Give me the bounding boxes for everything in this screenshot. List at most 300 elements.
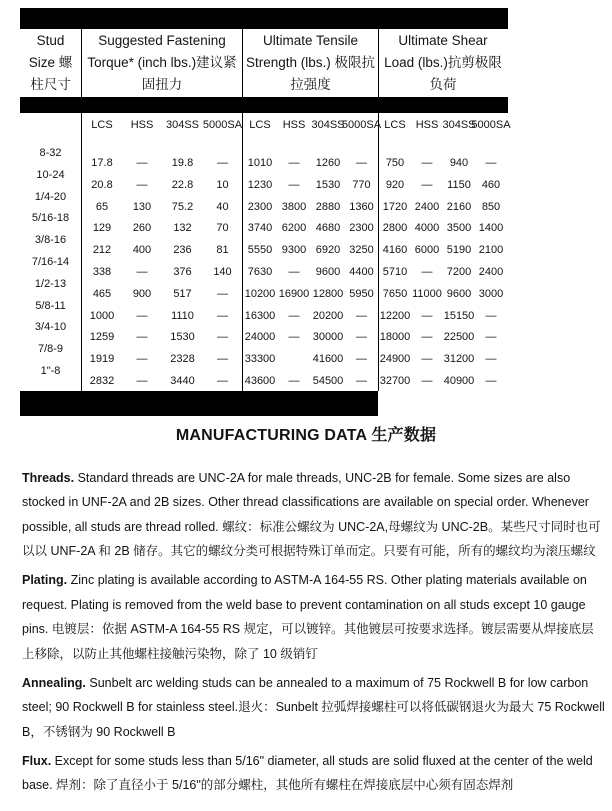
table-cell-shear-text: 940 [449,157,469,169]
table-cell-torque [162,347,203,369]
table-cell-torque [162,135,203,173]
subheader-cell-tensile-hss [277,113,311,135]
paragraph-lead-rest: Zinc plating is available according to ASTM-A 164-55 RS. Other plating materials available on [67,573,587,588]
header-line: 负荷 [429,77,457,93]
table-cell-shear-text: — [485,309,497,322]
table-cell-torque-text: 2328 [170,353,195,366]
table-cell-torque [162,282,203,304]
paragraph-lead-rest: Standard threads are UNC-2A for male threads, UNC-2B for female. Some sizes are also [74,470,571,485]
paragraph-threads [22,466,601,564]
table-cell-tensile [311,135,345,173]
table-cell-tensile [311,282,345,304]
table-cell-tensile-text: — [356,374,367,387]
table-cell-tensile [243,135,277,173]
table-cell-tensile-text: 4400 [349,265,374,278]
table-cell-tensile [277,260,311,282]
table-cell-shear [443,173,475,195]
table-cell-shear [475,304,507,326]
table-cell-tensile [311,173,345,195]
header-line: 固扭力 [141,77,183,93]
table-cell-tensile-text: 5950 [349,287,374,300]
table-cell-shear-text: 2100 [478,244,504,257]
table-cell-shear [379,326,411,348]
table-cell-tensile [243,347,277,369]
table-cell-tensile [243,260,277,282]
subheader-cell-torque-hss-text: HSS [130,119,154,131]
stud-size-cell-text: 1"-8 [40,364,61,377]
subheader-cell-tensile-5000sa-text: 5000SA [341,119,382,131]
table-cell-shear [411,238,443,260]
table-cell-torque-text: 75.2 [171,200,194,213]
table-cell-tensile [345,282,379,304]
header-line: Torque* (inch lbs.)建议紧 [87,55,237,71]
table-cell-shear [443,217,475,239]
table-cell-shear [443,260,475,282]
table-cell-shear [379,304,411,326]
table-cell-torque-text: 338 [92,265,112,278]
table-cell-torque-text: 517 [173,287,192,300]
table-cell-torque-text: 3440 [170,374,195,387]
subheader-cell-tensile-5000sa [341,113,382,135]
table-cell-shear-text: 40900 [443,374,475,387]
table-cell-tensile [277,173,311,195]
table-cell-tensile [277,347,311,369]
paragraph-line: request. Plating is removed from the weld base to prevent contamination on all studs except 10 gauge [22,597,586,612]
table-cell-tensile-text: — [288,309,300,322]
table-cell-tensile [345,260,379,282]
header-cell-group-1 [82,29,243,97]
table-cell-torque-text: 10 [216,178,229,191]
header-line: Stud [36,33,65,48]
table-cell-torque-text: — [136,374,148,387]
table-cell-tensile [311,260,345,282]
table-cell-torque [203,369,243,391]
table-cell-shear [379,173,411,195]
table-cell-torque-text: 40 [216,200,229,213]
table-cell-torque-text: — [136,157,148,169]
subheader-cell-torque-304ss-text: 304SS [165,119,200,131]
table-cell-shear [411,304,443,326]
table-cell-torque-text: 130 [132,200,152,213]
table-separator-bar [20,97,508,113]
subheader-cell-shear-5000sa [471,113,511,135]
table-cell-torque-text: 1110 [171,309,194,322]
table-cell-tensile [311,347,345,369]
table-cell-torque-text: 19.8 [171,157,194,169]
header-line: Strength (lbs.) 极限抗 [245,55,376,71]
table-cell-tensile [243,238,277,260]
table-cell-torque-text: — [217,374,228,387]
table-cell-shear-text: — [421,309,433,322]
table-cell-torque-text: 2832 [89,374,115,387]
table-cell-shear [475,282,507,304]
table-cell-tensile-text: 12800 [312,287,344,300]
table-cell-shear-text: — [421,331,433,344]
table-cell-shear-text: 2800 [382,222,408,235]
table-cell-shear [411,195,443,217]
table-cell-torque [162,217,203,239]
table-cell-torque-text: 1530 [170,331,195,344]
table-cell-shear-text: — [421,265,433,278]
table-cell-shear-text: 850 [481,200,501,213]
table-cell-torque [203,304,243,326]
table-cell-torque [122,135,162,173]
table-cell-torque-text: 236 [173,244,192,257]
subheader-cell-torque-5000sa-text: 5000SA [202,119,243,131]
manufacturing-data-paragraphs [22,466,605,798]
table-cell-torque-text: — [136,309,148,322]
subheader-cell-tensile-304ss [311,113,345,135]
table-cell-tensile [277,282,311,304]
table-cell-tensile-text: 2300 [349,222,374,235]
table-cell-shear [443,369,475,391]
paragraph-line [22,749,592,774]
table-cell-shear-text: 15150 [443,309,475,322]
table-cell-tensile-text: 41600 [312,353,344,366]
table-cell-shear [411,173,443,195]
table-cell-tensile-text: 1260 [315,157,341,169]
table-cell-tensile [243,304,277,326]
table-cell-shear-text: 2160 [446,200,472,213]
paragraph-lead-rest: Except for some studs less than 5/16" diameter, all studs are solid fluxed at the center of the weld [51,753,593,768]
paragraph-lead: Annealing. [22,675,86,690]
stud-size-cell-text: 3/4-10 [34,321,67,334]
table-cell-torque [162,173,203,195]
table-cell-tensile-text: — [356,353,367,366]
table-cell-shear [475,260,507,282]
subheader-cell-torque-lcs [82,113,122,135]
table-cell-shear-text: — [421,353,433,366]
table-cell-shear [379,195,411,217]
header-line: Ultimate Tensile [262,33,359,48]
table-cell-tensile [243,369,277,391]
table-cell-tensile [311,304,345,326]
table-cell-tensile-text: 24000 [244,331,276,344]
table-cell-shear [411,326,443,348]
table-cell-torque [82,260,122,282]
table-cell-torque [122,369,162,391]
table-cell-torque-text: 1259 [89,331,115,344]
table-cell-tensile-text: 3740 [247,222,273,235]
header-line: Size 螺 [28,55,73,71]
table-cell-torque-text: 260 [132,222,152,235]
table-cell-tensile [345,347,379,369]
table-cell-shear-text: 22500 [443,331,475,344]
table-cell-torque [82,173,122,195]
table-cell-tensile-text: 2300 [247,200,273,213]
table-cell-shear [379,238,411,260]
table-cell-torque-text: 140 [213,265,232,278]
table-cell-torque-text: 212 [92,244,112,257]
table-cell-tensile-text: — [288,157,300,169]
stud-size-cell-text: 1/2-13 [34,277,67,290]
header-line: Load (lbs.)抗剪极限 [384,55,502,71]
table-cell-torque [122,217,162,239]
table-cell-tensile-text: 6200 [281,222,307,235]
table-cell-tensile-text: 54500 [312,374,344,387]
header-line: 拉强度 [290,77,331,93]
stud-size-cell-text: 7/8-9 [37,343,64,356]
table-cell-torque [82,369,122,391]
stud-size-cell-text: 10-24 [36,168,65,181]
table-cell-shear [475,195,507,217]
table-cell-tensile [243,282,277,304]
table-cell-torque-text: 22.8 [171,178,194,191]
table-cell-shear [475,347,507,369]
table-cell-shear [411,282,443,304]
stud-size-cell-text: 5/16-18 [31,212,70,225]
table-cell-torque-text: 65 [95,200,109,213]
table-cell-tensile [311,369,345,391]
table-cell-shear [379,282,411,304]
table-cell-tensile-text: — [288,265,300,278]
stud-size-cell-text: 8-32 [39,147,62,159]
table-cell-torque [162,369,203,391]
table-cell-tensile [277,135,311,173]
table-cell-shear [475,173,507,195]
table-cell-shear-text: 4160 [382,244,408,257]
subheader-cell-tensile-lcs-text: LCS [249,119,271,131]
table-cell-torque-text: 132 [173,222,192,235]
paragraph-line: 上移除，以防止其他螺柱接触污染物，除了 10 级销钉 [22,646,318,661]
header-cell-group-2 [243,29,379,97]
table-cell-shear-text: 3000 [478,287,504,300]
table-cell-torque-text: 17.8 [91,157,113,169]
table-cell-shear-text: 6000 [414,244,440,257]
table-cell-shear [443,195,475,217]
table-header-row [20,29,508,97]
table-cell-shear-text: 24900 [379,353,411,366]
table-cell-torque [122,347,162,369]
table-cell-shear-text: — [485,331,497,344]
table-cell-tensile [345,173,379,195]
table-cell-shear [411,260,443,282]
table-cell-torque-text: — [217,287,228,300]
table-cell-torque [82,304,122,326]
table-cell-torque-text: — [217,331,228,344]
paragraph-line: 以以 UNF-2A 和 2B 储存。其它的螺纹分类可根据特殊订单而定。只要有可能，所有的螺纹均为滚压螺纹 [22,544,596,559]
table-cell-torque [122,260,162,282]
paragraph-lead: Flux. [22,753,52,768]
table-cell-tensile [345,304,379,326]
table-cell-torque-text: 465 [92,287,112,300]
table-cell-tensile [277,304,311,326]
table-cell-shear-text: 1720 [382,200,408,213]
table-cell-torque [122,326,162,348]
table-cell-tensile-text: 9600 [315,265,341,278]
table-cell-shear [443,238,475,260]
table-cell-tensile-text: — [356,309,367,322]
subheader-cell-tensile-304ss-text: 304SS [311,119,345,131]
paragraph-line: pins. 电镀层：依据 ASTM-A 164-55 RS 规定，可以镀锌。其他镀层可按要求选择。镀层需要从焊接底层 [22,622,594,637]
table-cell-shear-text: 4000 [414,222,440,235]
table-cell-torque-text: 900 [132,287,152,300]
table-cell-torque-text: — [136,178,148,191]
table-cell-shear-text: 11000 [412,287,442,300]
table-cell-shear [411,135,443,173]
table-cell-shear [475,135,507,173]
paragraph-line: steel; 90 Rockwell B for stainless steel.退火：Sunbelt 拉弧焊接螺柱可以将低碳钢退火为最大 75 Rockwell [22,700,605,715]
table-cell-torque [203,217,243,239]
table-cell-torque [203,173,243,195]
paragraph-lead-rest: Sunbelt arc welding studs can be annealed to a maximum of 75 Rockwell B for low carbon [85,675,589,690]
table-cell-tensile [311,195,345,217]
table-cell-shear [379,347,411,369]
table-cell-tensile [243,217,277,239]
table-cell-tensile-text: 10200 [244,287,276,300]
subheader-cell-shear-lcs-text: LCS [384,119,406,131]
table-cell-torque [162,238,203,260]
table-cell-torque-text: 1919 [89,353,115,366]
table-cell-tensile [311,238,345,260]
table-cell-torque-text: 20.8 [91,178,113,191]
table-cell-torque-text: — [217,353,228,366]
paragraph-line: possible, all studs are thread rolled. 螺纹：标准公螺纹为 UNC-2A,母螺纹为 UNC-2B。某些尺寸同时也可 [22,519,601,534]
table-cell-tensile-text: 20200 [312,309,344,322]
table-cell-shear-text: 12200 [379,309,411,322]
paragraph-line [22,466,592,491]
table-cell-shear-text: — [421,374,433,387]
stud-size-cell-text: 1/4-20 [34,190,67,203]
table-cell-shear-text: — [421,157,433,169]
table-cell-shear [475,326,507,348]
table-cell-shear [475,238,507,260]
table-cell-torque [203,326,243,348]
table-cell-tensile-text: — [288,178,300,191]
table-cell-tensile-text: 33300 [244,353,276,366]
table-cell-tensile [243,326,277,348]
table-cell-shear-text: 31200 [443,353,475,366]
table-cell-tensile [277,195,311,217]
table-cell-torque-text: 129 [92,222,112,235]
table-cell-tensile [311,326,345,348]
table-cell-tensile-text: 43600 [244,374,276,387]
paragraph-line: B，不锈钢为 90 Rockwell B [22,724,176,739]
table-cell-shear-text: 750 [385,157,405,169]
header-line: 柱尺寸 [30,77,71,93]
table-cell-shear-text: 9600 [446,287,472,300]
stud-size-cell [20,135,82,173]
table-cell-tensile [277,369,311,391]
table-cell-torque [122,304,162,326]
table-cell-tensile [277,326,311,348]
header-cell-group-3 [379,29,507,97]
table-cell-torque [82,282,122,304]
table-cell-torque [82,135,122,173]
table-cell-torque [162,304,203,326]
table-cell-tensile-text: — [356,157,367,169]
table-cell-shear [379,369,411,391]
stud-size-cell [20,364,82,391]
subheader-cell-torque-lcs-text: LCS [91,119,113,131]
section-title: MANUFACTURING DATA 生产数据 [175,426,437,444]
table-cell-tensile [345,326,379,348]
table-cell-shear-text: 2400 [478,265,504,278]
table-cell-shear [379,260,411,282]
subheader-cell-shear-5000sa-text: 5000SA [471,119,511,131]
table-cell-tensile-text: 770 [352,178,371,191]
subheader-cell-shear-lcs [379,113,411,135]
table-cell-shear [411,217,443,239]
table-cell-shear-text: 920 [385,178,405,191]
table-cell-torque [122,173,162,195]
table-cell-shear [443,347,475,369]
table-cell-shear-text: 3500 [446,222,472,235]
table-cell-tensile [243,195,277,217]
table-cell-torque [122,195,162,217]
table-cell-torque [82,326,122,348]
subheader-cell-shear-304ss-text: 304SS [442,119,476,131]
table-cell-tensile-text: 4680 [315,222,341,235]
table-cell-tensile-text: 3250 [349,244,374,257]
table-cell-torque-text: 400 [132,244,152,257]
table-cell-shear-text: 2400 [414,200,440,213]
table-cell-shear [475,217,507,239]
subheader-cell-shear-hss [411,113,443,135]
table-top-bar [20,8,508,29]
table-cell-torque [82,195,122,217]
table-cell-tensile-text: — [288,331,300,344]
table-cell-tensile-text: 1360 [349,200,374,213]
table-cell-tensile [277,217,311,239]
paragraph-lead: Threads. [22,470,75,485]
table-cell-tensile-text: 1230 [247,178,273,191]
paragraph-line [22,671,592,696]
table-cell-shear-text: — [421,178,433,191]
table-cell-tensile-text: 7630 [247,265,273,278]
table-cell-torque-text: 376 [173,265,192,278]
table-cell-tensile-text: 9300 [281,244,307,257]
subheader-cell-tensile-hss-text: HSS [282,119,306,131]
table-cell-shear [443,135,475,173]
paragraph-annealing [22,671,605,745]
table-cell-torque-text: — [136,331,148,344]
table-cell-shear-text: 1150 [447,178,471,191]
table-cell-torque [203,195,243,217]
subheader-cell-torque-5000sa [203,113,243,135]
table-cell-torque-text: 1000 [89,309,115,322]
table-cell-torque [203,282,243,304]
table-cell-tensile-text: 6920 [315,244,341,257]
table-cell-torque [203,238,243,260]
paragraph-line: stocked in UNF-2A and 2B sizes. Other thread classifications are available on special order. Whenever [22,495,589,510]
table-cell-shear [379,135,411,173]
header-cell-group-0 [20,29,82,97]
table-cell-torque [162,195,203,217]
table-cell-torque-text: — [136,353,148,366]
table-cell-shear [379,217,411,239]
table-cell-shear-text: 32700 [379,374,411,387]
table-cell-torque-text: 81 [216,244,229,257]
table-cell-shear-text: — [485,353,497,366]
table-cell-torque [82,238,122,260]
subheader-cell-torque-hss [122,113,162,135]
table-cell-torque [122,238,162,260]
table-cell-tensile-text: 30000 [312,331,344,344]
table-cell-shear-text: 7200 [446,265,472,278]
table-cell-tensile [277,238,311,260]
table-cell-torque-text: 70 [216,222,229,235]
table-cell-torque [122,282,162,304]
table-cell-torque [82,347,122,369]
header-line: Suggested Fastening [98,33,226,48]
table-cell-torque [203,135,243,173]
table-cell-tensile-text: 16900 [278,287,310,300]
subheader-spacer [20,113,82,135]
table-cell-torque [203,260,243,282]
table-cell-shear-text: — [485,157,497,169]
paragraph-plating [22,568,592,666]
